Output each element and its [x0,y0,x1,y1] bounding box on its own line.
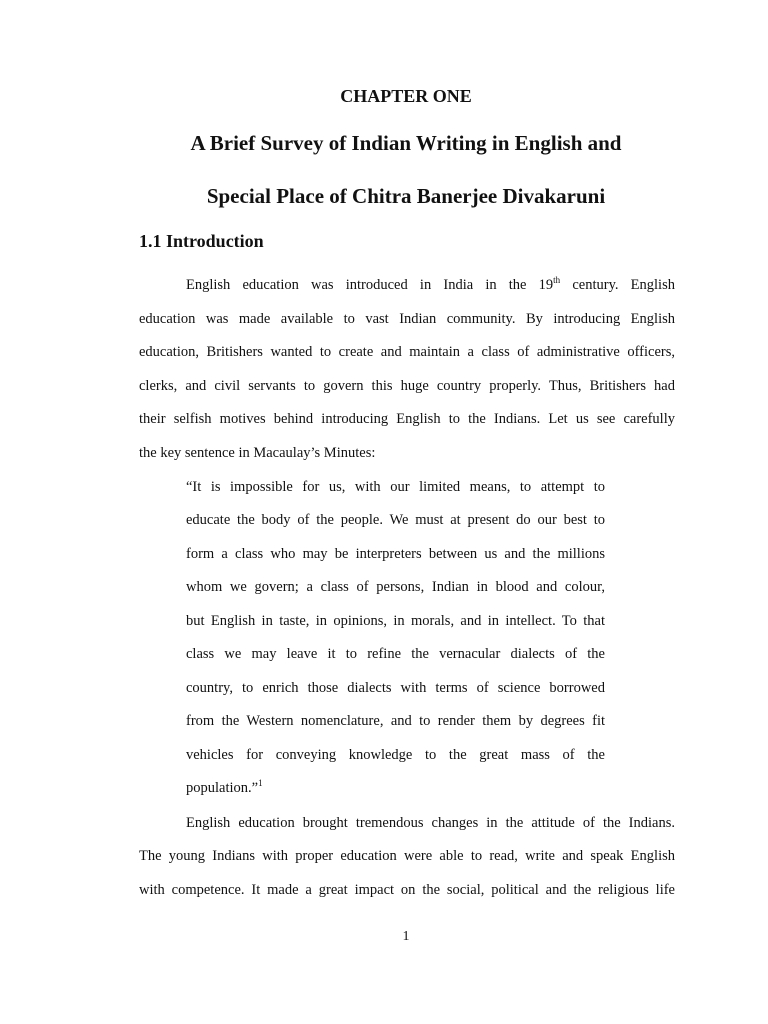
paragraph-1-line: their selfish motives behind introducing English to the Indians. Let us see carefully [139,411,675,427]
paragraph-2-line: The young Indians with proper education were able to read, write and speak English [139,848,675,864]
quote-line: from the Western nomenclature, and to render them by degrees fit [186,713,605,729]
paragraph-1-line: clerks, and civil servants to govern this huge country properly. Thus, Britishers had [139,378,675,394]
quote-line: educate the body of the people. We must at present do our best to [186,512,605,528]
chapter-title-line-2: Special Place of Chitra Banerjee Divakaruni [206,184,606,208]
page-number: 1 [402,929,410,944]
section-heading: 1.1 Introduction [139,231,264,251]
quote-line: “It is impossible for us, with our limited means, to attempt to [186,479,605,495]
quote-line: whom we govern; a class of persons, Indian in blood and colour, [186,579,605,595]
quote-last-line [186,780,605,797]
quote-line: vehicles for conveying knowledge to the great mass of the [186,747,605,763]
footnote-reference[interactable]: 1 [258,778,263,789]
quote-line: class we may leave it to refine the vernacular dialects of the [186,646,605,662]
paragraph-1-line-1 [186,277,675,294]
quote-line: country, to enrich those dialects with terms of science borrowed [186,680,605,696]
quote-line: but English in taste, in opinions, in morals, and in intellect. To that [186,613,605,629]
paragraph-1-line: education was made available to vast Indian community. By introducing English [139,311,675,327]
paragraph-1-line: the key sentence in Macaulay’s Minutes: [139,445,376,461]
chapter-label: CHAPTER ONE [340,86,472,106]
paragraph-1-line-1-text: English education was introduced in India in the 19 [186,277,554,293]
quote-line: form a class who may be interpreters between us and the millions [186,546,605,562]
paragraph-2-line: English education brought tremendous changes in the attitude of the Indians. [186,815,675,831]
paragraph-2-line: with competence. It made a great impact on the social, political and the religious life [139,882,675,898]
quote-last-line-text: population.” [186,780,259,796]
chapter-title-line-1: A Brief Survey of Indian Writing in English and [190,131,622,155]
superscript-th: th [553,275,561,286]
paragraph-1-line: education, Britishers wanted to create and maintain a class of administrative officers, [139,344,675,360]
paragraph-1-line-1-end: century. English [560,277,675,293]
